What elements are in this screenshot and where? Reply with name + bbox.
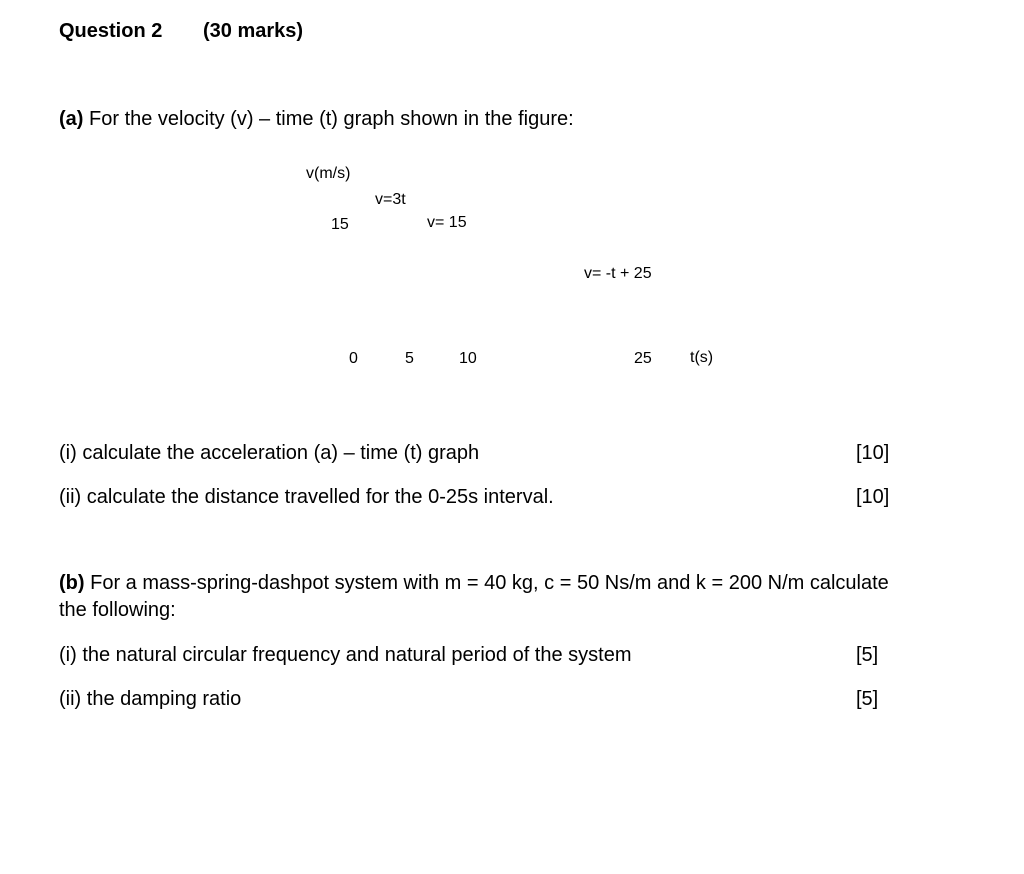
part-a-intro-text: For the velocity (v) – time (t) graph shown in the figure: (89, 108, 574, 130)
segment-3-label: v= -t + 25 (584, 265, 652, 282)
x-tick-5: 5 (405, 350, 414, 367)
segment-1-label: v=3t (375, 191, 406, 208)
part-b-intro-text: For a mass-spring-dashpot system with m = 40 kg, c = 50 Ns/m and k = 200 N/m calculate (90, 572, 889, 594)
part-a-item-2-marks: [10] (856, 486, 890, 508)
part-a-intro (59, 108, 574, 131)
part-b-item-2: (ii) the damping ratio (59, 688, 242, 710)
part-b-item-1-marks: [5] (856, 644, 879, 666)
y-tick-15: 15 (331, 216, 349, 233)
part-b-item-1: (i) the natural circular frequency and natural period of the system (59, 644, 632, 666)
part-a-label: (a) (59, 108, 84, 130)
y-axis-label: v(m/s) (306, 165, 351, 182)
part-b-intro-line-2: the following: (59, 599, 176, 621)
question-title: Question 2 (59, 20, 163, 42)
part-b-intro-line-1 (59, 572, 889, 595)
part-a-item-2: (ii) calculate the distance travelled for the 0-25s interval. (59, 486, 554, 508)
question-marks: (30 marks) (203, 20, 304, 42)
part-b-label: (b) (59, 572, 85, 594)
x-axis-label: t(s) (690, 349, 714, 366)
x-tick-10: 10 (459, 350, 477, 367)
part-a-item-1: (i) calculate the acceleration (a) – time (t) graph (59, 442, 480, 464)
x-tick-0: 0 (349, 350, 358, 367)
segment-2-label: v= 15 (427, 214, 467, 231)
x-tick-25: 25 (634, 350, 652, 367)
part-b-item-2-marks: [5] (856, 688, 879, 710)
part-a-item-1-marks: [10] (856, 442, 890, 464)
